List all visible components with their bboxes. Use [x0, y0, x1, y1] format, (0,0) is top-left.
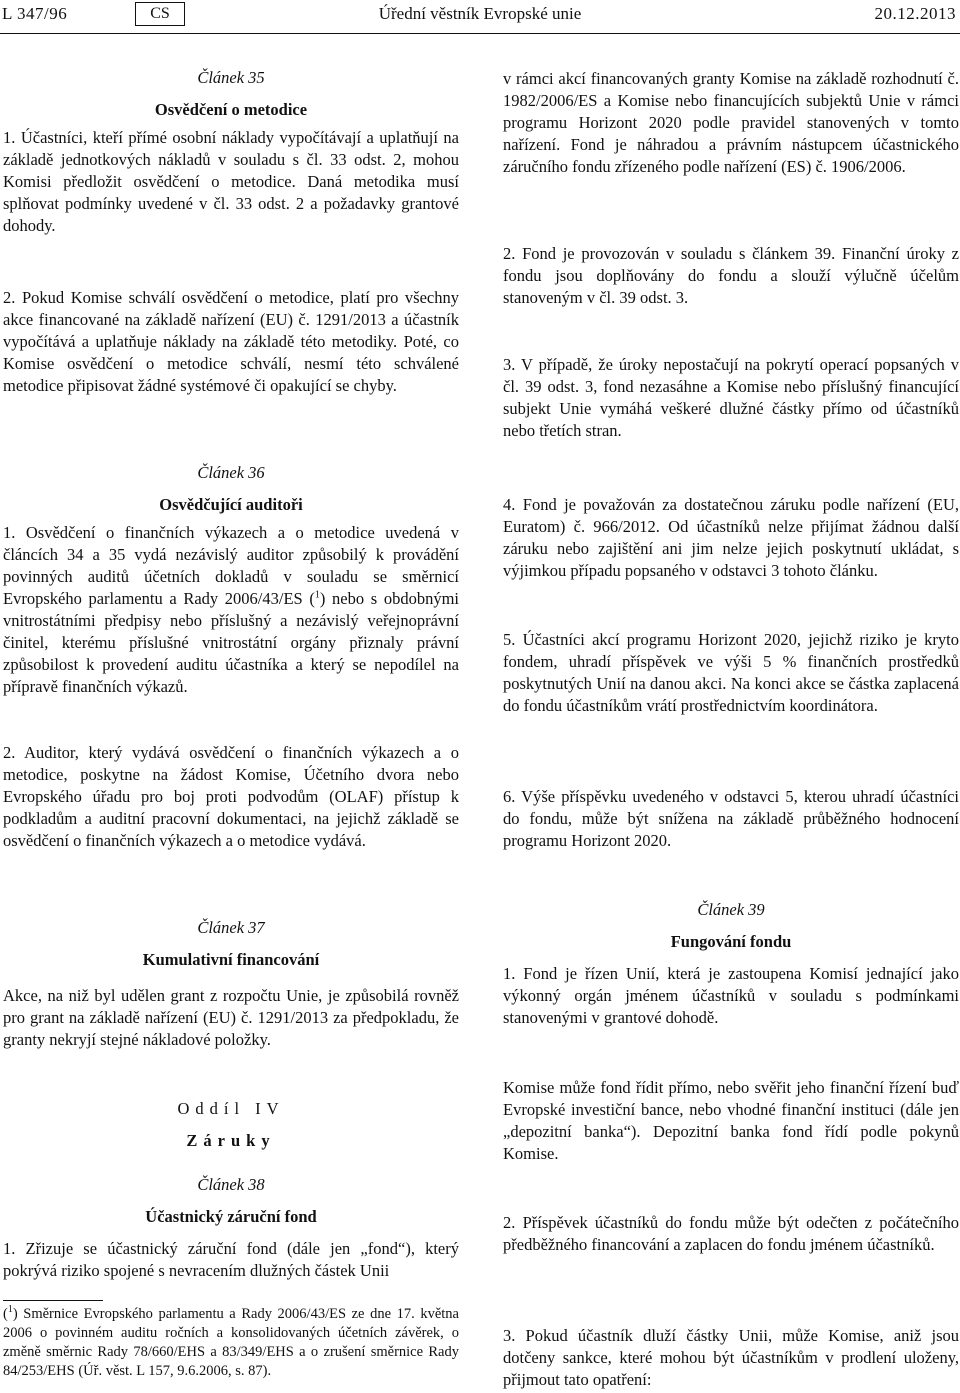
- article-38-paragraph-1: 1. Zřizuje se účastnický záruční fond (dále jen „fond“), který pokrývá riziko spojené s nevracením dlužných částek Unii: [3, 1239, 459, 1280]
- article-36-label: Článek 36: [197, 463, 265, 482]
- page-reference: L 347/96: [2, 4, 68, 23]
- footnote-reference: 1: [314, 589, 320, 601]
- article-38-paragraph-6: 6. Výše příspěvku uvedeného v odstavci 5, kterou uhradí účastníci do fondu, může být snížena na základě průběžného hodnocení programu Horizont 2020.: [503, 787, 959, 850]
- article-37-paragraph: Akce, na niž byl udělen grant z rozpočtu Unie, je způsobilá rovněž pro grant na základě nařízení (EU) č. 1291/2013 za předpokladu, že granty nekryjí stejné nákladové položky.: [3, 986, 459, 1049]
- footnote-number: 1: [7, 1304, 13, 1316]
- section-title: Záruky: [186, 1131, 276, 1150]
- footnote-rule: [3, 1300, 103, 1301]
- article-36-title: Osvědčující auditoři: [159, 495, 303, 514]
- publication-date: 20.12.2013: [874, 4, 956, 23]
- article-39-title: Fungování fondu: [670, 932, 792, 951]
- journal-title: Úřední věstník Evropské unie: [378, 4, 582, 23]
- language-badge: CS: [135, 2, 185, 26]
- article-35-paragraph-2: 2. Pokud Komise schválí osvědčení o metodice, platí pro všechny akce financované na základě nařízení (EU) č. 1291/2013 a účastník vypočítává a uplatňuje náklady na základě této metodiky. Poté, co Komise osvědčení o metodice schválí, nesmí této schválené metodice připisovat žádné systémové či opakující se chyby.: [3, 288, 459, 395]
- article-38-title: Účastnický záruční fond: [145, 1207, 317, 1226]
- article-38-label: Článek 38: [197, 1175, 265, 1194]
- article-39-paragraph-2: 2. Příspěvek účastníků do fondu může být odečten z počátečního předběžného financování a zaplacen do fondu jménem účastníků.: [503, 1213, 959, 1254]
- header-rule: [0, 33, 960, 34]
- page-header: [0, 0, 960, 30]
- article-35-paragraph-1: 1. Účastníci, kteří přímé osobní náklady vypočítávají a uplatňují na základě jednotkových nákladů v souladu s čl. 33 odst. 2, mohou Komisi předložit osvědčení o metodice. Daná metodika musí splňovat podmínky uvedené v čl. 33 odst. 2 a požadavky grantové dohody.: [3, 128, 459, 235]
- footnote: ($^1$) Směrnice Evropského parlamentu a Rady 2006/43/ES ze dne 17. května 2006 o povinném auditu ročních a konsolidovaných účetních závěrek, o změně směrnic Rady 78/660/EHS a 83/349/EHS a o zrušení směrnice Rady 84/253/EHS (Úř. věst. L 157, 9.6.2006, s. 87).: [3, 1304, 459, 1379]
- article-38-paragraph-4: 4. Fond je považován za dostatečnou záruku podle nařízení (EU, Euratom) č. 966/2012. Od účastníků nelze přijímat žádnou další záruku nebo zajištění ani jim nelze jejich poskytnutí ukládat, s výjimkou případu popsaného v odstavci 3 tohoto článku.: [503, 495, 959, 580]
- article-39-paragraph-1: 1. Fond je řízen Unií, která je zastoupena Komisí jednající jako výkonný orgán jménem účastníků v souladu s podmínkami stanovenými v grantové dohodě.: [503, 964, 959, 1027]
- article-39-label: Článek 39: [697, 900, 765, 919]
- article-38-continuation: v rámci akcí financovaných granty Komise na základě rozhodnutí č. 1982/2006/ES a Komise nebo financujících subjektů Unie v rámci programu Horizont 2020 podle pravidel stanovených v tomto nařízení. Fond je náhradou a právním nástupcem účastnického záručního fondu zřízeného podle nařízení (ES) č. 1906/2006.: [503, 69, 959, 176]
- article-37-label: Článek 37: [197, 918, 265, 937]
- article-35-title: Osvědčení o metodice: [154, 100, 308, 119]
- article-38-paragraph-2: 2. Fond je provozován v souladu s článkem 39. Finanční úroky z fondu jsou doplňovány do fondu a slouží výlučně účelům stanoveným v čl. 39 odst. 3.: [503, 244, 959, 307]
- article-39-paragraph-1b: Komise může fond řídit přímo, nebo svěřit jeho finanční řízení buď Evropské investiční bance, nebo vhodné finanční instituci (dále jen „depozitní banka“). Depozitní banka fond řídí podle pokynů Komise.: [503, 1078, 959, 1163]
- section-label: Oddíl IV: [177, 1099, 285, 1118]
- article-35-label: Článek 35: [197, 68, 265, 87]
- article-38-paragraph-3: 3. V případě, že úroky nepostačují na pokrytí operací popsaných v čl. 39 odst. 3, fond nezasáhne a Komise nebo příslušný financující subjekt Unie vymáhá veškeré dlužné částky přímo od účastníků nebo třetích stran.: [503, 355, 959, 440]
- article-37-title: Kumulativní financování: [142, 950, 320, 969]
- article-36-paragraph-2: 2. Auditor, který vydává osvědčení o finančních výkazech a o metodice, poskytne na žádost Komise, Účetního dvora nebo Evropského úřadu pro boj proti podvodům (OLAF) přístup k podkladům a auditní pracovní dokumentaci, na jejichž základě se osvědčení o finančních výkazech a o metodice vydává.: [3, 743, 459, 850]
- article-36-paragraph-1: 1. Osvědčení o finančních výkazech a o metodice uvedená v článcích 34 a 35 vydá nezávislý auditor způsobilý k provádění povinných auditů účetních dokladů v souladu se směrnicí Evropského parlamentu a Rady 2006/43/ES ($^1$) nebo s obdobnými vnitrostátními předpisy nebo příslušný a nezávislý veřejnoprávní činitel, kterému příslušné vnitrostátní orgány přiznaly právní způsobilost k provedení auditu účastníka a který se nepodílel na přípravě finančních výkazů.: [3, 523, 459, 696]
- article-38-paragraph-5: 5. Účastníci akcí programu Horizont 2020, jejichž riziko je kryto fondem, uhradí příspěvek ve výši 5 % finančních prostředků poskytnutých Unií na danou akci. Na konci akce se částka zaplacená do fondu účastníkům vrátí prostřednictvím koordinátora.: [503, 630, 959, 715]
- article-39-paragraph-3: 3. Pokud účastník dluží částky Unii, může Komise, aniž jsou dotčeny sankce, které mohou být účastníkům v prodlení uloženy, přijmout tato opatření:: [503, 1326, 959, 1389]
